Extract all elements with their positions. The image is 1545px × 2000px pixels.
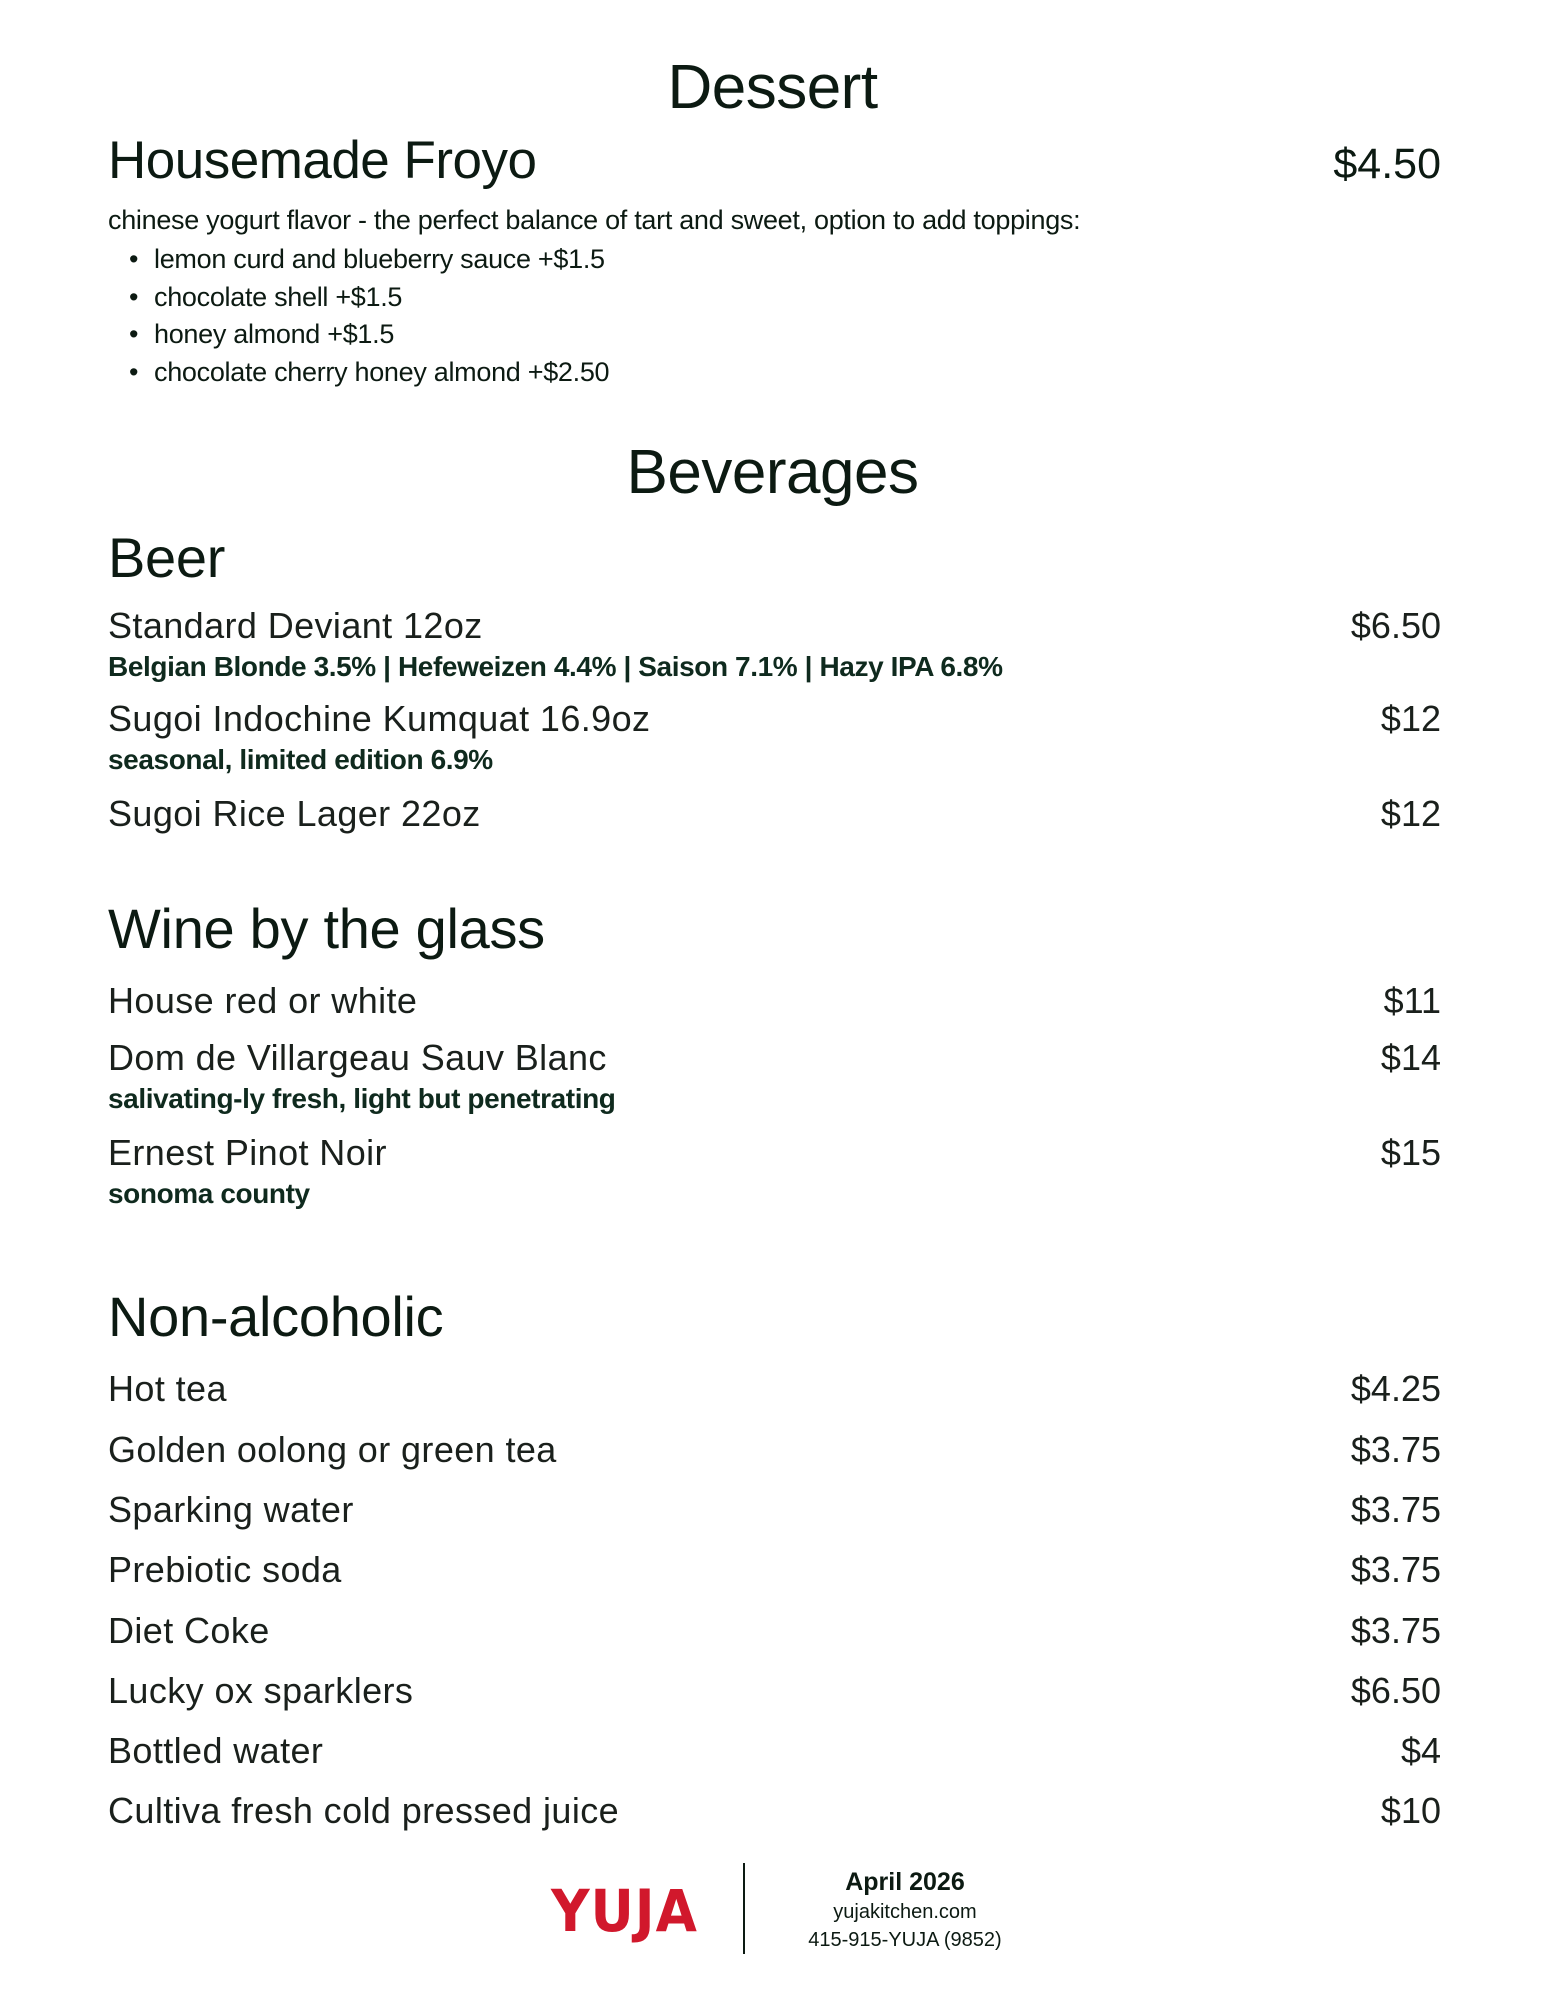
- list-item: • lemon curd and blueberry sauce +$1.5: [154, 241, 609, 279]
- bullet-icon: •: [129, 356, 139, 387]
- menu-item: [108, 1429, 1441, 1471]
- list-item: • honey almond +$1.5: [154, 316, 609, 354]
- item-price: $3.75: [1350, 1610, 1441, 1651]
- item-name: Hot tea: [108, 1368, 227, 1409]
- menu-item: [108, 1610, 1441, 1652]
- item-price: $10: [1380, 1790, 1441, 1831]
- menu-item: [108, 1790, 1441, 1832]
- menu-item: [108, 1670, 1441, 1712]
- froyo-row: [108, 130, 1441, 191]
- item-name: Dom de Villargeau Sauv Blanc: [108, 1037, 607, 1078]
- menu-item: [108, 1368, 1441, 1410]
- item-name: Sparking water: [108, 1489, 354, 1530]
- item-price: $15: [1380, 1132, 1441, 1173]
- beverages-title: Beverages: [626, 438, 919, 507]
- item-name: Sugoi Rice Lager 22oz: [108, 793, 481, 834]
- menu-item: [108, 1730, 1441, 1772]
- froyo-description: chinese yogurt flavor - the perfect balance of tart and sweet, option to add toppings:: [108, 205, 1081, 235]
- item-name: Lucky ox sparklers: [108, 1670, 414, 1711]
- froyo-name: Housemade Froyo: [108, 131, 537, 190]
- item-name: Ernest Pinot Noir: [108, 1132, 387, 1173]
- item-note: salivating-ly fresh, light but penetrating: [108, 1083, 616, 1114]
- item-price: $3.75: [1350, 1429, 1441, 1470]
- footer-website: yujakitchen.com: [833, 1901, 977, 1923]
- item-price: $11: [1383, 980, 1441, 1021]
- item-price: $12: [1380, 698, 1441, 739]
- item-price: $4: [1400, 1730, 1441, 1771]
- froyo-price: $4.50: [1333, 140, 1441, 188]
- item-price: $3.75: [1350, 1489, 1441, 1530]
- menu-item: [108, 605, 1441, 647]
- item-name: Prebiotic soda: [108, 1549, 342, 1590]
- item-name: Diet Coke: [108, 1610, 270, 1651]
- item-name: Standard Deviant 12oz: [108, 605, 483, 646]
- item-name: Bottled water: [108, 1730, 324, 1771]
- footer-date: April 2026: [845, 1868, 965, 1896]
- non-alcoholic-heading: Non-alcoholic: [108, 1285, 444, 1348]
- item-price: $3.75: [1350, 1549, 1441, 1590]
- bullet-icon: •: [129, 319, 139, 349]
- menu-item: [108, 698, 1441, 740]
- yuja-logo: YUJA: [551, 1877, 698, 1945]
- menu-item: [108, 1037, 1441, 1079]
- toppings-list: [108, 241, 609, 391]
- item-name: Golden oolong or green tea: [108, 1429, 557, 1470]
- wine-heading: Wine by the glass: [108, 897, 545, 960]
- list-item: • chocolate cherry honey almond +$2.50: [154, 354, 609, 392]
- item-price: $4.25: [1350, 1368, 1441, 1409]
- menu-item: [108, 980, 1441, 1022]
- footer-info: [780, 1866, 1030, 1954]
- menu-item: [108, 1132, 1441, 1174]
- item-price: $12: [1380, 793, 1441, 834]
- item-price: $6.50: [1350, 1670, 1441, 1711]
- list-item: • chocolate shell +$1.5: [154, 279, 609, 317]
- item-name: House red or white: [108, 980, 418, 1021]
- dessert-title: Dessert: [667, 53, 878, 122]
- item-note: seasonal, limited edition 6.9%: [108, 744, 493, 775]
- footer-divider: [743, 1863, 745, 1954]
- bullet-icon: •: [129, 281, 139, 312]
- item-note: Belgian Blonde 3.5% | Hefeweizen 4.4% | Saison 7.1% | Hazy IPA 6.8%: [108, 651, 1003, 682]
- item-name: Cultiva fresh cold pressed juice: [108, 1790, 620, 1831]
- menu-item: [108, 1549, 1441, 1591]
- item-name: Sugoi Indochine Kumquat 16.9oz: [108, 698, 651, 739]
- item-note: sonoma county: [108, 1178, 310, 1209]
- footer-phone: 415-915-YUJA (9852): [808, 1929, 1002, 1951]
- menu-item: [108, 1489, 1441, 1531]
- item-price: $14: [1380, 1037, 1441, 1078]
- beer-heading: Beer: [108, 526, 226, 589]
- menu-item: [108, 793, 1441, 835]
- item-price: $6.50: [1350, 605, 1441, 646]
- bullet-icon: •: [129, 244, 139, 274]
